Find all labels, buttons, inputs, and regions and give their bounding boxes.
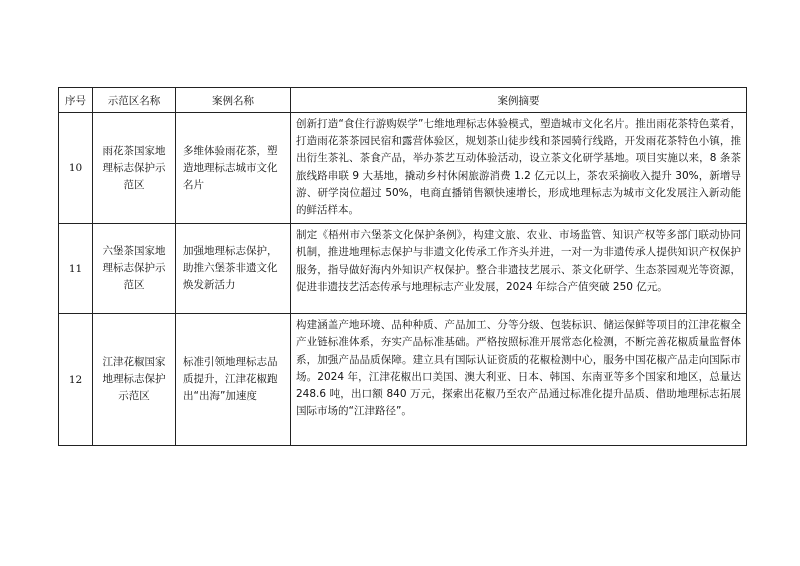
table-row	[59, 314, 747, 446]
row-case-name: 标准引领地理标志品质提升，江津花椒跑出“出海”加速度	[176, 314, 291, 446]
header-case-name: 案例名称	[176, 88, 291, 113]
row-no: 10	[59, 113, 93, 224]
row-area: 六堡茶国家地理标志保护示范区	[93, 224, 176, 314]
case-table	[58, 87, 747, 446]
table-row	[59, 113, 747, 224]
table-row	[59, 224, 747, 314]
row-case-name: 加强地理标志保护，助推六堡茶非遗文化焕发新活力	[176, 224, 291, 314]
header-no: 序号	[59, 88, 93, 113]
header-summary: 案例摘要	[291, 88, 747, 113]
row-summary: 构建涵盖产地环境、品种种质、产品加工、分等分级、包装标识、储运保鲜等项目的江津花椒全产业链标准体系，夯实产品标准基础。严格按照标准开展常态化检测，不断完善花椒质量监督体系，加强产品品质保障。建立具有国际认证资质的花椒检测中心，服务中国花椒产品走向国际市场。2024 年，江津花椒出口美国、澳大利亚、日本、韩国、东南亚等多个国家和地区，总量达 248.6 吨，出口额 840 万元，探索出花椒乃至农产品通过标准化提升品质、借助地理标志拓展国际市场的“江津路径”。	[291, 314, 747, 446]
row-summary: 创新打造“食住行游购娱学”七维地理标志体验模式，塑造城市文化名片。推出雨花茶特色菜肴，打造雨花茶茶园民宿和露营体验区，规划茶山徒步线和茶园骑行线路，开发雨花茶特色小镇，推出衍生茶礼、茶食产品，举办茶艺互动体验活动，设立茶文化研学基地。项目实施以来，8 条茶旅线路串联 9 大基地，撬动乡村休闲旅游消费 1.2 亿元以上，茶农采摘收入提升 30%，新增导游、研学岗位超过 50%，电商直播销售额快速增长，形成地理标志为城市文化发展注入新动能的鲜活样本。	[291, 113, 747, 224]
header-area: 示范区名称	[93, 88, 176, 113]
row-case-name: 多维体验雨花茶，塑造地理标志城市文化名片	[176, 113, 291, 224]
row-no: 11	[59, 224, 93, 314]
row-summary: 制定《梧州市六堡茶文化保护条例》，构建文旅、农业、市场监管、知识产权等多部门联动协同机制，推进地理标志保护与非遗文化传承工作齐头并进，一对一为非遗传承人提供知识产权保护服务，指导做好海内外知识产权保护。整合非遗技艺展示、茶文化研学、生态茶园观光等资源，促进非遗技艺活态传承与地理标志产业发展，2024 年综合产值突破 250 亿元。	[291, 224, 747, 314]
row-area: 雨花茶国家地理标志保护示范区	[93, 113, 176, 224]
row-no: 12	[59, 314, 93, 446]
row-area: 江津花椒国家地理标志保护示范区	[93, 314, 176, 446]
table-header-row	[59, 88, 747, 113]
